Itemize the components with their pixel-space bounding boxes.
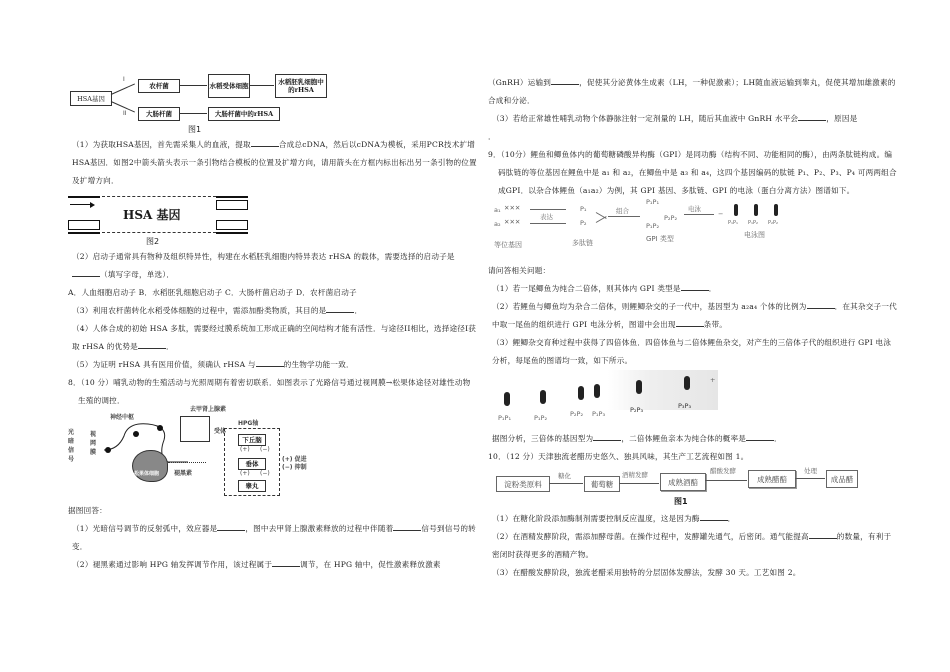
flow-step-product: 成品醋 <box>826 470 858 488</box>
triploid-gel-image: + P₁P₁ P₁P₂ P₂P₂ P₁P₃ P₂P₃ P₃P₃ <box>488 370 898 430</box>
receptor-label: 受体 <box>214 428 227 435</box>
gel-band <box>578 386 584 400</box>
q10-part3: （3）在醋酸发酵阶段，独流老醋采用独特的分层固体发酵法，发酵 30 天。工艺如图 2。 <box>492 568 801 577</box>
figure-3-light-pineal-hpg: 光暗信号 视网膜 神经中枢 去甲肾上腺素 受体 松果体细胞 褪黑素 HPG轴 下丘脑 (+) (−) 垂体 (+) (−) 睾丸 (+) 促进 (−) 抑制 <box>68 410 478 496</box>
dna-helix-icon: ✕✕✕ <box>504 204 521 212</box>
answer-blank[interactable] <box>217 522 245 531</box>
figure-2-gene-label: HSA 基因 <box>123 208 181 222</box>
caption-alleles: 等位基因 <box>494 241 522 249</box>
q8-stem: 8．（10 分）哺乳动物的生殖活动与光照周期有着密切联系．如图表示了光路信号通过视网膜→松果体途径对雄性动物生殖的调控． <box>68 378 471 405</box>
pituitary-box: 垂体 <box>238 458 266 470</box>
q10-stem: 10．（12 分）天津独流老醋历史悠久、独具风味，其生产工艺流程如图 1。 <box>488 452 749 461</box>
answer-blank[interactable] <box>138 340 166 349</box>
answer-blank[interactable] <box>326 304 354 313</box>
hpg-axis-label: HPG轴 <box>238 420 259 427</box>
gel-band <box>754 204 758 216</box>
answer-blank[interactable] <box>681 282 709 291</box>
q9-analysis: 据图分析，三倍体的基因型为 ，二倍体鲤鱼亲本为纯合体的概率是 ． <box>492 434 782 443</box>
pineal-label: 松果体细胞 <box>134 471 160 477</box>
q9-part3: （3）鲤鲫杂交育种过程中获得了四倍体鱼．四倍体鱼与二倍体鲤鱼杂交，对产生的三倍体子代的组织进行 GPI 电泳分析，每尾鱼的图谱均一致，如下所示。 <box>492 338 892 365</box>
q9-part1: （1）若一尾鲫鱼为纯合二倍体，则其体内 GPI 类型是 ． <box>492 284 717 293</box>
combine-label: 组合 <box>616 207 629 215</box>
gel-band <box>684 376 690 390</box>
legend-promote: (+) 促进 <box>282 456 307 463</box>
answer-blank[interactable] <box>251 138 279 147</box>
answer-blank[interactable] <box>746 432 774 441</box>
right-column <box>488 74 898 582</box>
q7-part2-options: A．人血细胞启动子 B．水稻胚乳细胞启动子 C．大肠杆菌启动子 D．农杆菌启动子 <box>68 288 357 297</box>
q8-part3: （3）若给正常雄性哺乳动物个体静脉注射一定剂量的 LH，随后其血液中 GnRH 水平会 ，原因是 <box>492 114 858 123</box>
ecoli-box: 大肠杆菌 <box>138 107 180 121</box>
q7-part2: （2）启动子通常具有物种及组织特异性，构建在水稻胚乳细胞内特异表达 rHSA 的载体，需要选择的启动子是（填写字母，单选）． <box>72 252 455 279</box>
primer-arrow-icon <box>70 204 92 205</box>
answer-blank[interactable] <box>256 358 284 367</box>
flow-step-starch: 淀粉类原料 <box>496 476 550 492</box>
flow-step-wine-mash: 成熟酒醅 <box>660 473 706 491</box>
answer-box-right-bottom[interactable] <box>216 220 248 230</box>
answer-blank[interactable] <box>798 112 826 121</box>
answer-blank[interactable] <box>700 512 728 521</box>
gel-band <box>636 380 642 394</box>
answer-blank[interactable] <box>72 268 100 277</box>
figure-1-flowchart <box>68 74 478 126</box>
q7-part5: （5）为证明 rHSA 具有医用价值，须确认 rHSA 与 的生物学功能一致． <box>72 360 354 369</box>
answer-box-right-top[interactable] <box>216 200 248 210</box>
caption-peptides: 多肽链 <box>572 239 593 247</box>
figure-2-caption: 图2 <box>146 237 160 246</box>
q10-part1: （1）在糖化阶段添加酶制剂需要控制反应温度，这是因为酶 ． <box>492 514 736 523</box>
hypothalamus-box: 下丘脑 <box>238 434 266 446</box>
retina-label: 视网膜 <box>90 431 97 456</box>
rice-receptor-cell-box: 水稻受体细胞 <box>208 74 250 98</box>
q7-part1: （1）为获取HSA基因，首先需采集人的血液，提取 合成总cDNA，然后以cDNA为模板，采用PCR技术扩增HSA基因．如图2中箭头箭头表示一条引物结合模板的位置及扩增方向，请用箭头在方框内标出标出另一条引物的位置及扩增方向． <box>72 140 477 185</box>
q7-part4: （4）人体合成的初始 HSA 多肽，需要经过膜系统加工形成正确的空间结构才能有活性．与途径II相比，选择途径I获取 rHSA 的优势是 ． <box>72 324 477 351</box>
caption-gpi-type: GPI 类型 <box>646 235 674 243</box>
answer-blank[interactable] <box>272 558 300 567</box>
q9-stem: 9．（10分）鲤鱼和鲫鱼体内的葡萄糖磷酸异构酶（GPI）是同功酶（结构不同、功能相同的酶），由两条肽链构成。编码肽链的等位基因在鲤鱼中是 a₁ 和 a₂，在鲫鱼中是 a₃ 和 a₄，这四个基因编码的肽链 P₁、P₂、P₃、P₄ 可两两组合成GPI．以杂合体鲤鱼（a₁a₂）为例，其 GPI 基因、多肽链、GPI 的电泳（蛋白分离方法）图谱如下。 <box>488 150 897 195</box>
figure-1-caption: 图1 <box>188 125 202 134</box>
nerve-center-label: 神经中枢 <box>110 414 135 421</box>
light-signal-label: 光暗信号 <box>68 429 75 463</box>
gel-band <box>734 204 738 216</box>
q8-part2-continued: （GnRH）运输到 ，促使其分泌黄体生成素（LH，一种促激素）；LH随血液运输到睾丸，促使其增加雄激素的合成和分泌． <box>488 78 896 105</box>
answer-blank[interactable] <box>809 530 837 539</box>
answer-blank[interactable] <box>807 300 835 309</box>
hsa-gene-box: HSA基因 <box>70 91 112 106</box>
gel-band <box>774 204 778 216</box>
caption-gel: 电泳图 <box>744 231 765 239</box>
gel-band <box>504 392 510 406</box>
norepinephrine-label: 去甲肾上腺素 <box>190 406 227 413</box>
figure-5-caption: 图1 <box>674 497 688 506</box>
express-label: 表达 <box>540 213 553 221</box>
q8-answer-prompt: 据图回答： <box>68 506 107 515</box>
flow-step-glucose: 葡萄糖 <box>584 476 620 492</box>
ecoli-rhsa-box: 大肠杆菌中的rHSA <box>208 107 280 121</box>
route-1-label: I <box>123 76 125 83</box>
answer-blank[interactable] <box>593 432 621 441</box>
gel-plus-label: + <box>710 376 716 384</box>
q7-part3: （3）利用农杆菌转化水稻受体细胞的过程中，需添加酚类物质，其目的是 ． <box>72 306 363 315</box>
figure-5-vinegar-flowchart: 淀粉类原料 糖化 葡萄糖 酒精发酵 成熟酒醅 醋酸发酵 成熟醋醅 处理 成品醋 图1 <box>488 466 898 508</box>
rice-endosperm-rhsa-box: 水稻胚乳细胞中的rHSA <box>275 74 327 98</box>
agrobacterium-box: 农杆菌 <box>138 79 180 93</box>
dna-helix-icon: ✕✕✕ <box>504 218 521 226</box>
answer-blank[interactable] <box>551 76 579 85</box>
neural-pathway-icon <box>98 416 238 466</box>
figure-4-gpi-diagram: a₁ ✕✕✕ a₂ ✕✕✕ 表达 P₁ P₂ 组合 P₁P₁ P₁P₂ P₂P₂ 电泳 − P₁P₁ P₁P₂ P₂P₂ 等位基因 多肽链 GPI 类型 电泳图 <box>494 198 779 249</box>
answer-box-left-bottom[interactable] <box>68 220 100 230</box>
route-2-label: II <box>123 110 127 117</box>
figure-2-hsa-gene <box>68 194 478 244</box>
q8-part3-end: ． <box>488 132 496 141</box>
q10-part2: （2）在酒精发酵阶段，需添加酵母菌。在操作过程中，发酵罐先通气，后密闭。通气能提高 的数量，有利于密闭时获得更多的酒精产物。 <box>492 532 892 559</box>
q9-prompt: 请问答相关问题： <box>488 266 551 275</box>
left-column <box>68 74 478 574</box>
q9-part2: （2）若鲤鱼与鲫鱼均为杂合二倍体，则鲤鲫杂交的子一代中，基因型为 a₂a₄ 个体的比例为 ．在其杂交子一代中取一尾鱼的组织进行 GPI 电泳分析，图谱中会出现 条带。 <box>492 302 897 329</box>
pineal-cell-shape <box>132 450 168 482</box>
q8-part1: （1）光暗信号调节的反射弧中，效应器是 ，图中去甲肾上腺激素释放的过程中伴随着 信号到信号的转变． <box>72 524 476 551</box>
answer-blank[interactable] <box>393 522 421 531</box>
synapse-inset <box>180 416 210 442</box>
electrophoresis-label: 电泳 <box>688 205 701 213</box>
flow-step-vinegar-mash: 成熟醋醅 <box>748 470 796 488</box>
q8-part2: （2）褪黑素通过影响 HPG 轴发挥调节作用，该过程属于 调节，在 HPG 轴中，促性激素释放激素 <box>72 560 441 569</box>
gel-band <box>540 390 546 404</box>
gel-band <box>594 384 600 398</box>
testis-box: 睾丸 <box>238 480 266 492</box>
answer-blank[interactable] <box>676 318 704 327</box>
melatonin-label: 褪黑素 <box>174 470 193 477</box>
legend-inhibit: (−) 抑制 <box>282 464 307 471</box>
